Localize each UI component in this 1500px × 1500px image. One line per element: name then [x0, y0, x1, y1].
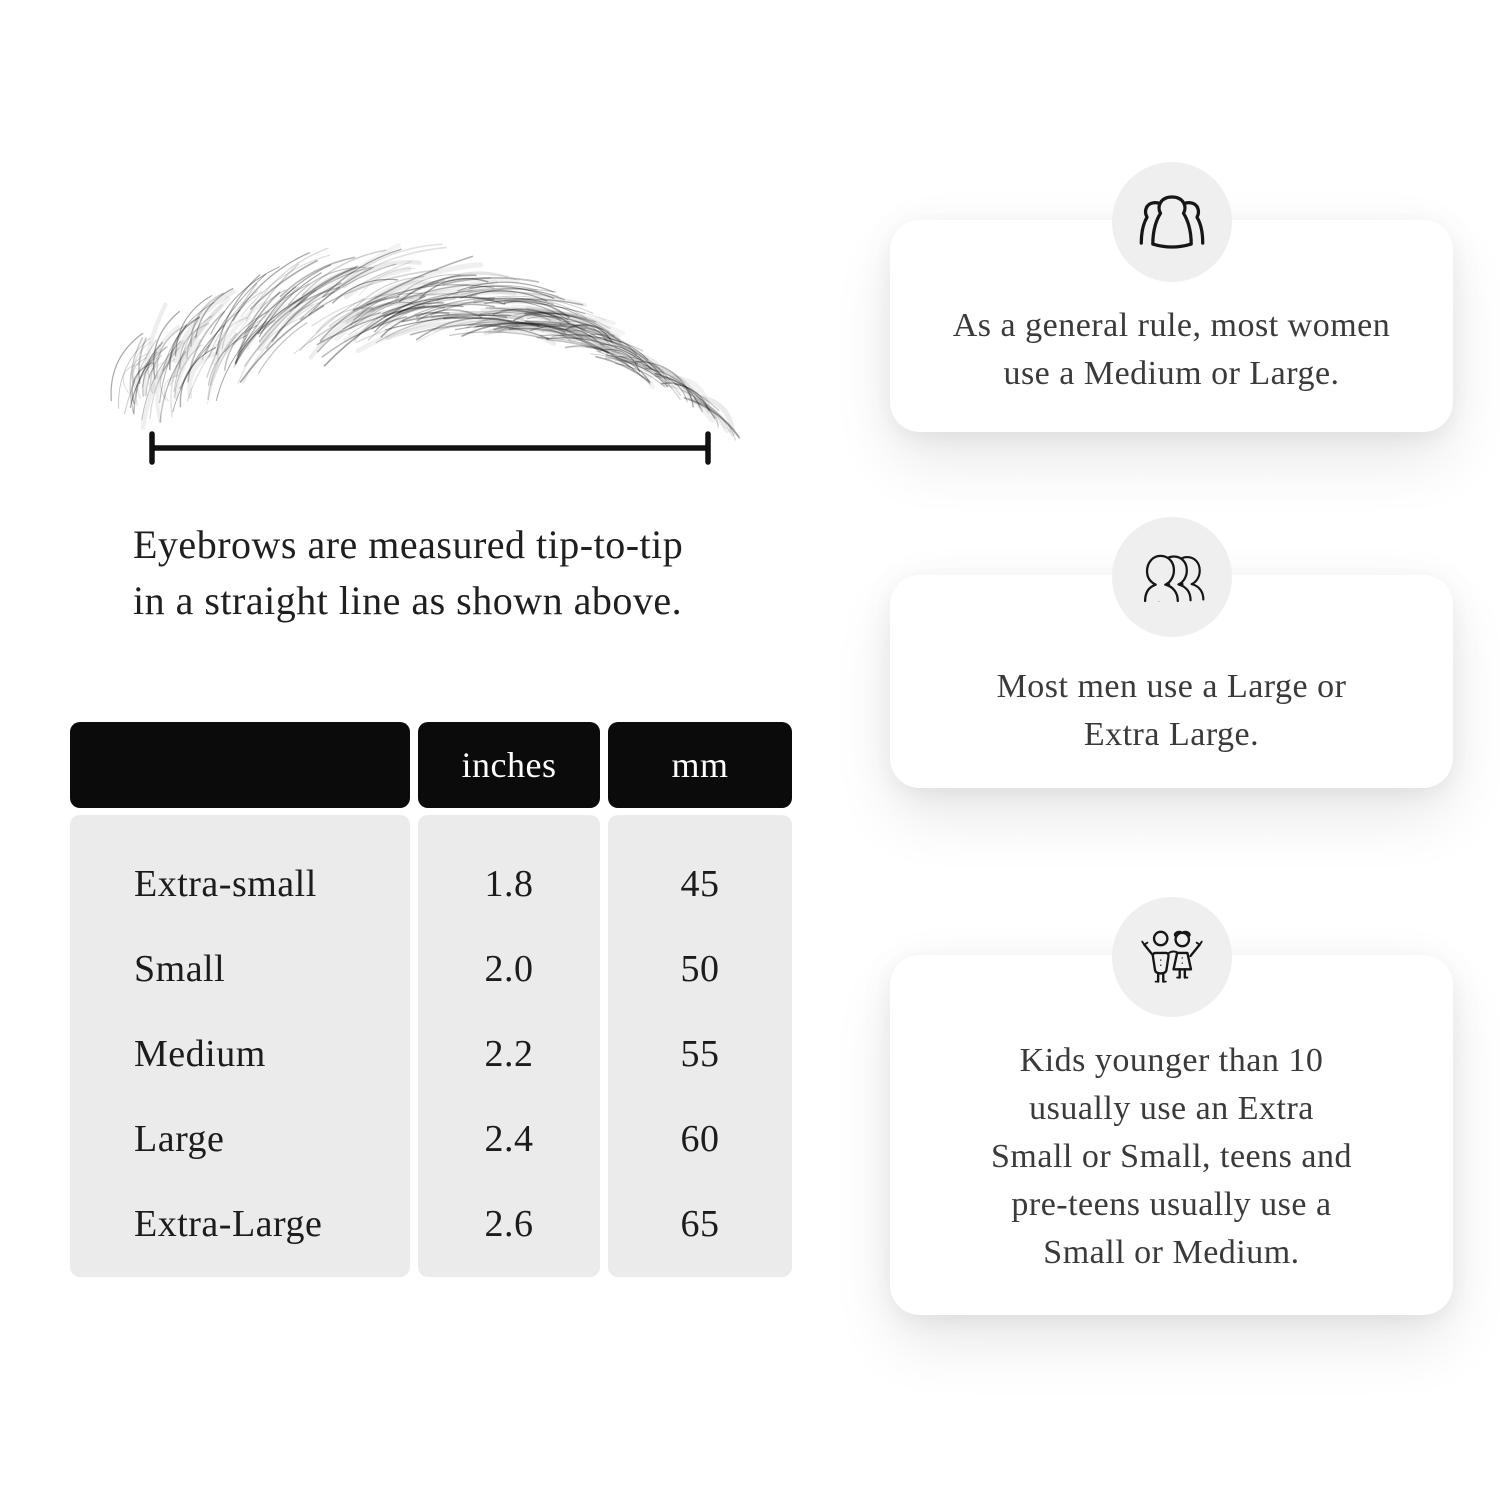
caption-line: in a straight line as shown above. [133, 578, 683, 623]
size-label: Large [134, 1117, 225, 1160]
size-label-column [70, 815, 410, 1277]
inches-column [418, 815, 600, 1277]
note-line: Small or Small, teens and [991, 1138, 1352, 1175]
inches-value: 2.6 [484, 1202, 534, 1245]
size-label: Extra-Large [134, 1202, 323, 1245]
kids-icon [1133, 924, 1211, 990]
caption-line: Eyebrows are measured tip-to-tip [133, 522, 684, 567]
eyebrow-illustration [95, 226, 755, 441]
men-group-icon [1124, 543, 1220, 611]
men-icon-circle [1112, 517, 1232, 637]
size-label: Medium [134, 1032, 266, 1075]
mm-value: 45 [680, 862, 720, 905]
mm-value: 50 [680, 947, 720, 990]
mm-column [608, 815, 792, 1277]
kids-icon-circle [1112, 897, 1232, 1017]
note-line: Extra Large. [1083, 716, 1260, 753]
inches-value: 1.8 [484, 862, 534, 905]
note-line: Most men use a Large or [996, 668, 1347, 705]
column-header-mm: mm [608, 722, 792, 808]
kids-note [991, 1037, 1352, 1277]
inches-value: 2.0 [484, 947, 534, 990]
note-line: Small or Medium. [1043, 1234, 1300, 1271]
measurement-line [138, 428, 722, 468]
column-header-size [70, 722, 410, 808]
size-table [70, 722, 792, 1277]
column-header-inches: inches [418, 722, 600, 808]
size-label: Extra-small [134, 862, 317, 905]
mm-value: 65 [680, 1202, 720, 1245]
note-line: As a general rule, most women [952, 307, 1391, 344]
note-line: usually use an Extra [1029, 1090, 1314, 1127]
size-label: Small [134, 947, 226, 990]
men-note [997, 663, 1347, 759]
women-note [953, 302, 1391, 398]
women-group-icon [1124, 187, 1220, 257]
mm-value: 55 [680, 1032, 720, 1075]
note-line: Kids younger than 10 [1019, 1042, 1324, 1079]
note-line: use a Medium or Large. [1003, 355, 1340, 392]
inches-value: 2.4 [484, 1117, 534, 1160]
inches-value: 2.2 [484, 1032, 534, 1075]
note-line: pre-teens usually use a [1011, 1186, 1332, 1223]
measurement-caption [133, 517, 773, 629]
mm-value: 60 [680, 1117, 720, 1160]
women-icon-circle [1112, 162, 1232, 282]
